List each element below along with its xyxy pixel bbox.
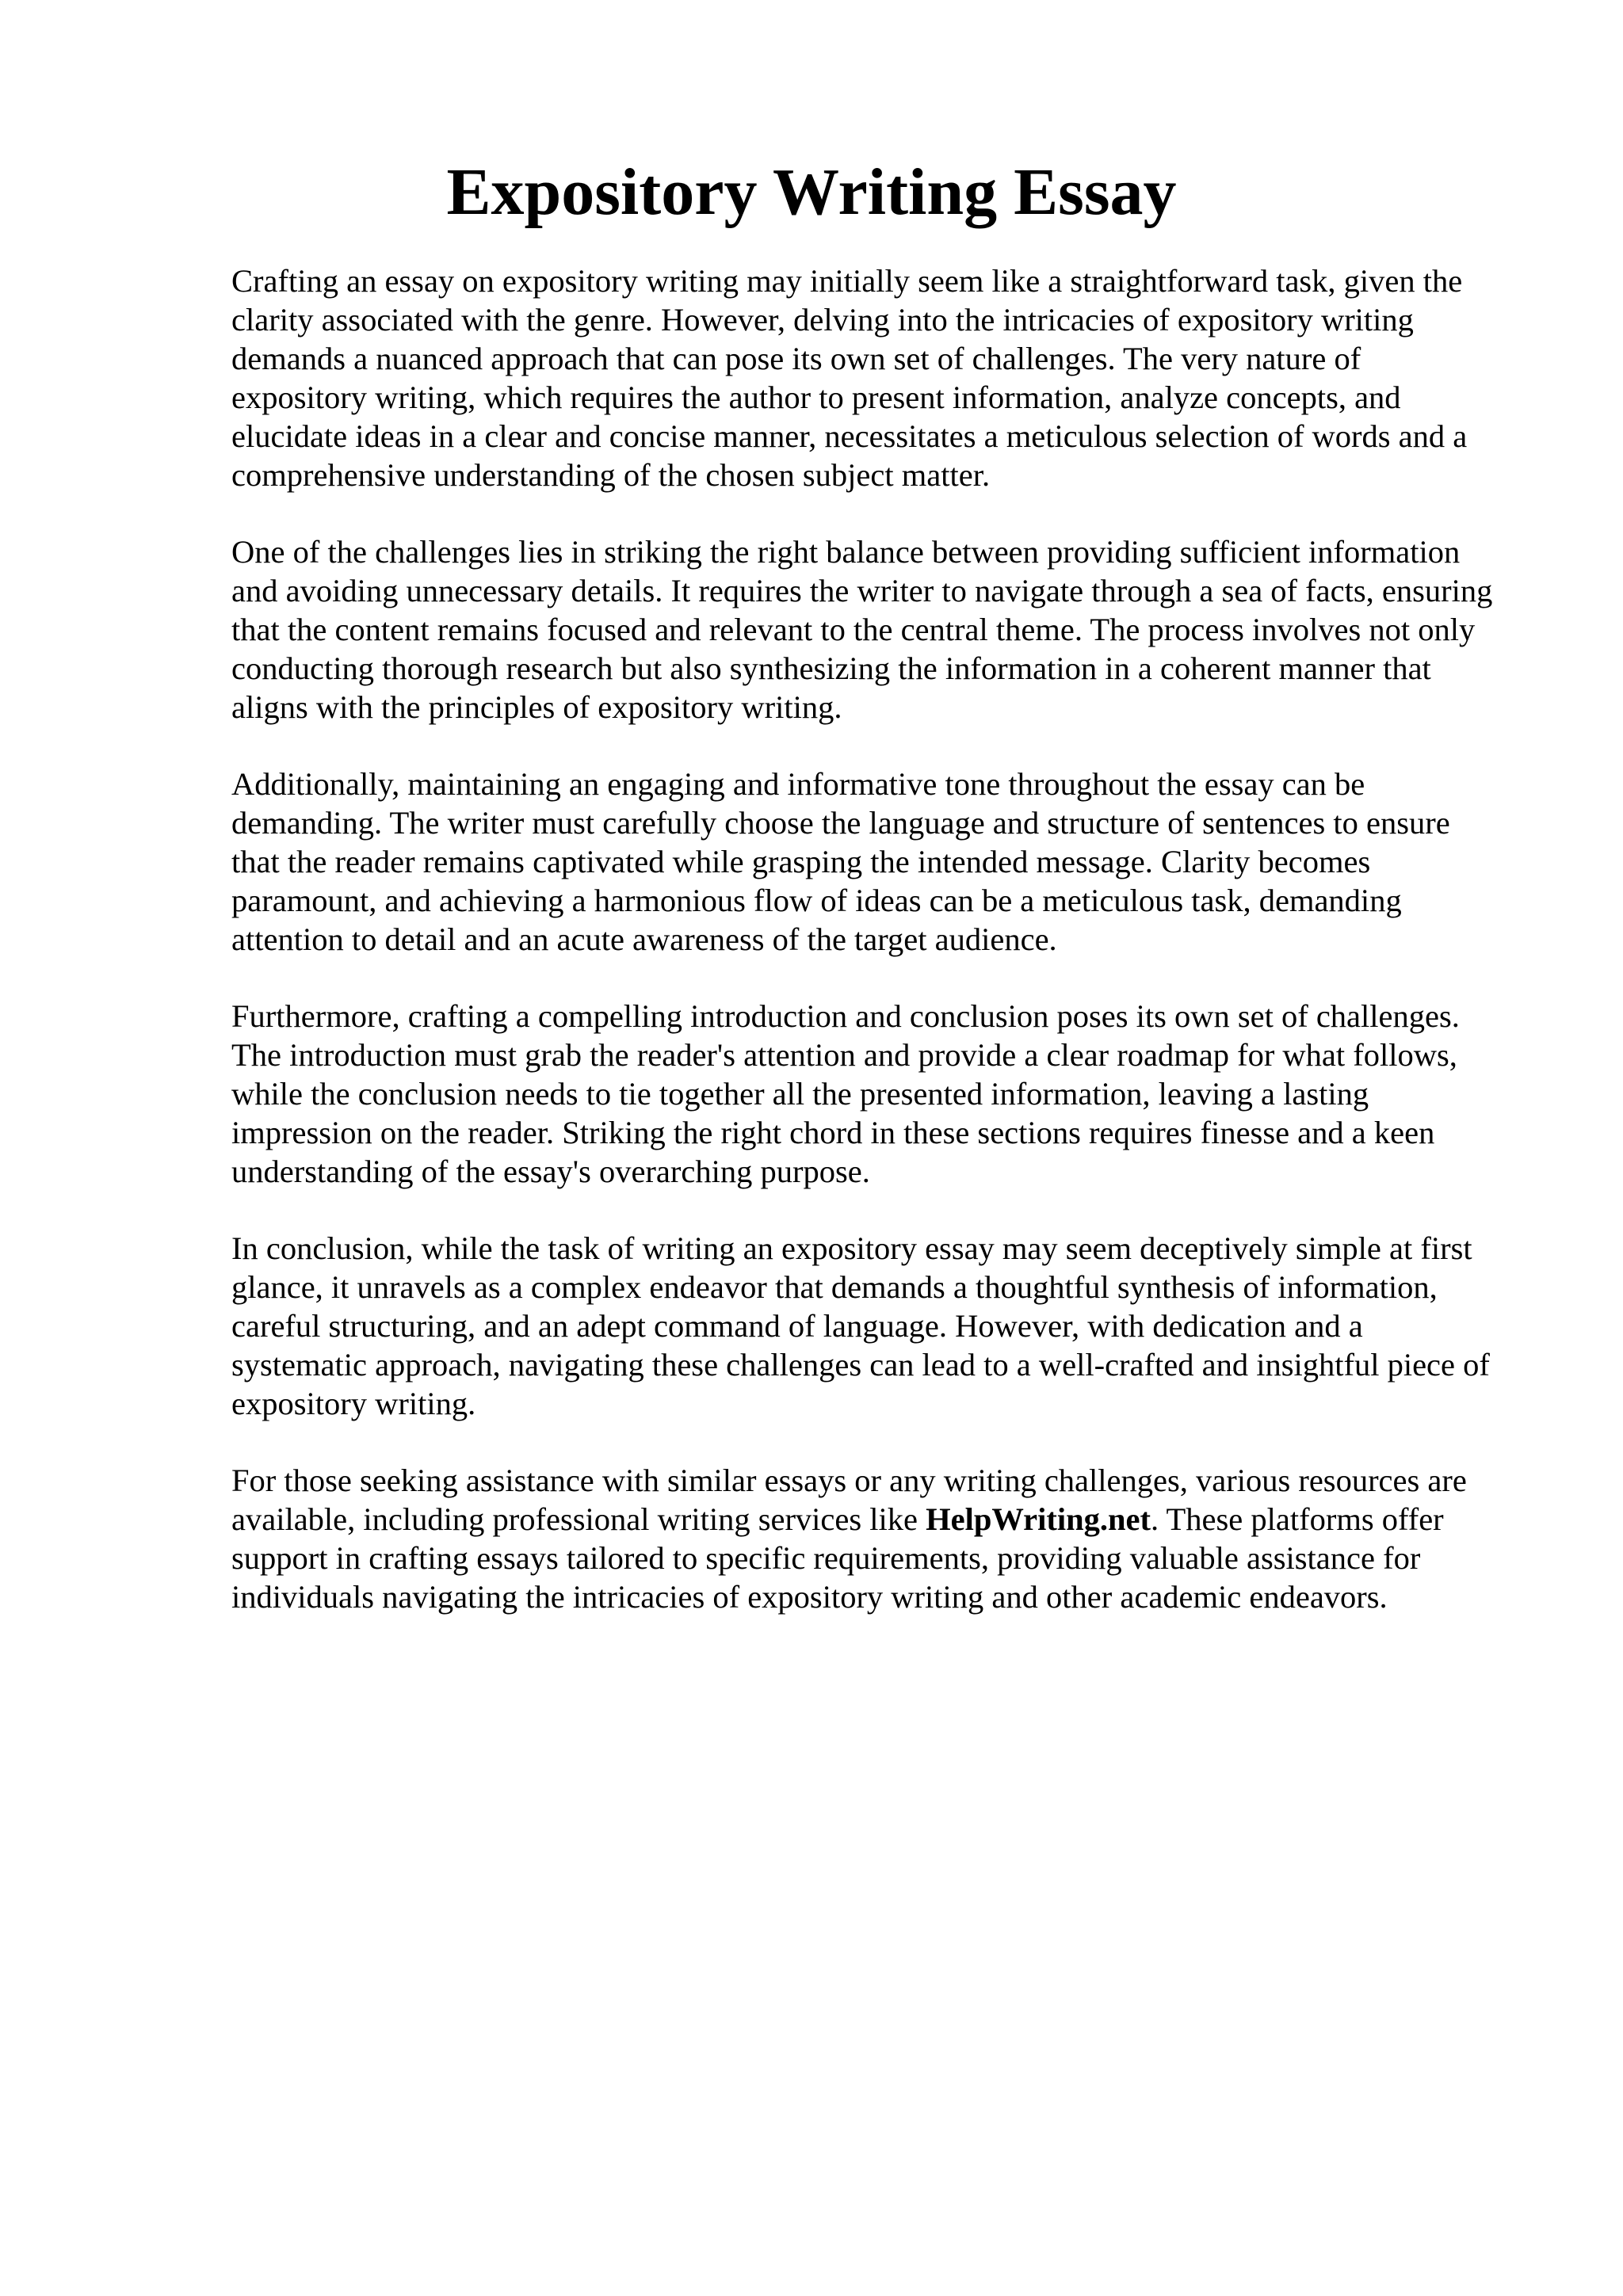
paragraph-intro: Crafting an essay on expository writing may initially seem like a straightforward task, given the clarity associated with the genre. However, delving into the intricacies of expository writing demands a nuanced approach that can pose its own set of challenges. The very nature of expository writing, which requires the author to present information, analyze concepts, and elucidate ideas in a clear and concise manner, necessitates a meticulous selection of words and a comprehensive understanding of the chosen subject matter. <box>231 263 1468 493</box>
resources-text-before: For those seeking assistance with similar essays or any writing challenges, various resources are available, including professional writing services like <box>231 1463 1467 1537</box>
paragraph-challenges: One of the challenges lies in striking the right balance between providing sufficient information and avoiding unnecessary details. It requires the writer to navigate through a sea of facts, ensuring that the content remains focused and relevant to the central theme. The process involves not only conducting thorough research but also synthesizing the information in a coherent manner that aligns with the principles of expository writing. <box>231 534 1493 725</box>
paragraph-tone: Additionally, maintaining an engaging and informative tone throughout the essay can be demanding. The writer must carefully choose the language and structure of sentences to ensure that the reader remains captivated while grasping the intended message. Clarity becomes paramount, and achieving a harmonious flow of ideas can be a meticulous task, demanding attention to detail and an acute awareness of the target audience. <box>231 766 1450 957</box>
document-body <box>231 261 1499 1654</box>
paragraph-conclusion: In conclusion, while the task of writing an expository essay may seem deceptively simple at first glance, it unravels as a complex endeavor that demands a thoughtful synthesis of information, careful structuring, and an adept command of language. However, with dedication and a systematic approach, navigating these challenges can lead to a well-crafted and insightful piece of expository writing. <box>231 1230 1490 1421</box>
paragraph-introduction-conclusion: Furthermore, crafting a compelling introduction and conclusion poses its own set of challenges. The introduction must grab the reader's attention and provide a clear roadmap for what follows, while the conclusion needs to tie together all the presented information, leaving a lasting impression on the reader. Striking the right chord in these sections requires finesse and a keen understanding of the essay's overarching purpose. <box>231 998 1460 1189</box>
helpwriting-brand: HelpWriting.net <box>926 1501 1151 1537</box>
resources-text-after: . These platforms offer support in crafting essays tailored to specific requirements, providing valuable assistance for individuals navigating the intricacies of expository writing and other academic endeavors. <box>231 1501 1444 1615</box>
document-title: Expository Writing Essay <box>446 155 1177 229</box>
paragraph-resources <box>231 1461 1499 1616</box>
